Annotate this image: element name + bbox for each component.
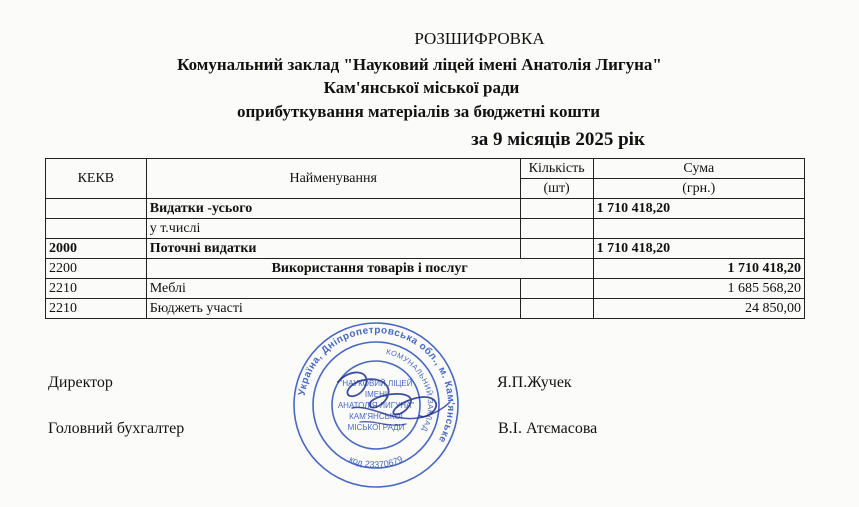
kekv-cell: 2210 <box>46 279 147 299</box>
name-cell: Бюджеть участі <box>146 299 520 319</box>
table-row <box>46 239 805 259</box>
name-cell: у т.числі <box>146 219 520 239</box>
report-period: за 9 місяців 2025 рік <box>471 129 645 150</box>
sum-cell <box>593 219 804 239</box>
table-row <box>46 219 805 239</box>
sum-cell: 1 710 418,20 <box>593 239 804 259</box>
expenses-table <box>45 158 805 319</box>
sum-cell: 1 710 418,20 <box>593 259 804 279</box>
accountant-title: Головний бухгалтер <box>48 420 185 437</box>
handwritten-signature <box>330 360 460 435</box>
document-subject: оприбуткування матеріалів за бюджетні кошти <box>237 102 600 121</box>
sum-cell: 1 685 568,20 <box>593 279 804 299</box>
institution-name: Комунальний заклад "Науковий ліцей імені Анатолія Лигуна" <box>177 55 662 74</box>
name-cell: Використання товарів і послуг <box>146 259 593 279</box>
stamp-outer-text: Україна, Дніпропетровська обл., м. Кам'янське <box>296 324 457 445</box>
stamp-code: код 23370679 <box>347 453 405 470</box>
sum-cell: 1 710 418,20 <box>593 199 804 219</box>
kekv-cell: 2210 <box>46 299 147 319</box>
stamp-inner-top-text: КОМУНАЛЬНИЙ ЗАКЛАД <box>385 347 436 434</box>
kekv-cell <box>46 219 147 239</box>
column-unit-sum: (грн.) <box>593 179 804 199</box>
accountant-name: В.І. Атємасова <box>498 420 598 437</box>
kekv-cell: 2000 <box>46 239 147 259</box>
column-header-sum: Сума <box>593 159 804 179</box>
column-header-qty: Кількість <box>520 159 593 179</box>
stamp-line-3: АНАТОЛІЯ ЛИГУНА" <box>337 401 415 410</box>
stamp-line-5: МІСЬКОЇ РАДИ <box>347 423 405 432</box>
qty-cell <box>520 219 593 239</box>
qty-cell <box>520 279 593 299</box>
council-name: Кам'янської міської ради <box>323 78 520 97</box>
svg-text:код 23370679 <box>348 454 405 470</box>
column-header-name: Найменування <box>146 159 520 199</box>
table-row <box>46 199 805 219</box>
table-row <box>46 299 805 319</box>
sum-cell: 24 850,00 <box>593 299 804 319</box>
document-title: РОЗШИФРОВКА <box>414 29 545 48</box>
director-name: Я.П.Жучек <box>497 374 572 391</box>
table-row <box>46 279 805 299</box>
table-header-row <box>46 159 805 179</box>
qty-cell <box>520 239 593 259</box>
name-cell: Меблі <box>146 279 520 299</box>
qty-cell <box>520 199 593 219</box>
kekv-cell <box>46 199 147 219</box>
column-unit-qty: (шт) <box>520 179 593 199</box>
column-header-kekv: КЕКВ <box>46 159 147 199</box>
stamp-line-1: "НАУКОВИЙ ЛІЦЕЙ <box>339 379 413 388</box>
stamp-line-4: КАМ'ЯНСЬКОЇ <box>349 412 403 421</box>
qty-cell <box>520 299 593 319</box>
director-title: Директор <box>48 374 113 391</box>
name-cell: Поточні видатки <box>146 239 520 259</box>
kekv-cell: 2200 <box>46 259 147 279</box>
name-cell: Видатки -усього <box>146 199 520 219</box>
stamp-line-2: ІМЕНІ <box>364 390 388 399</box>
table-row <box>46 259 805 279</box>
